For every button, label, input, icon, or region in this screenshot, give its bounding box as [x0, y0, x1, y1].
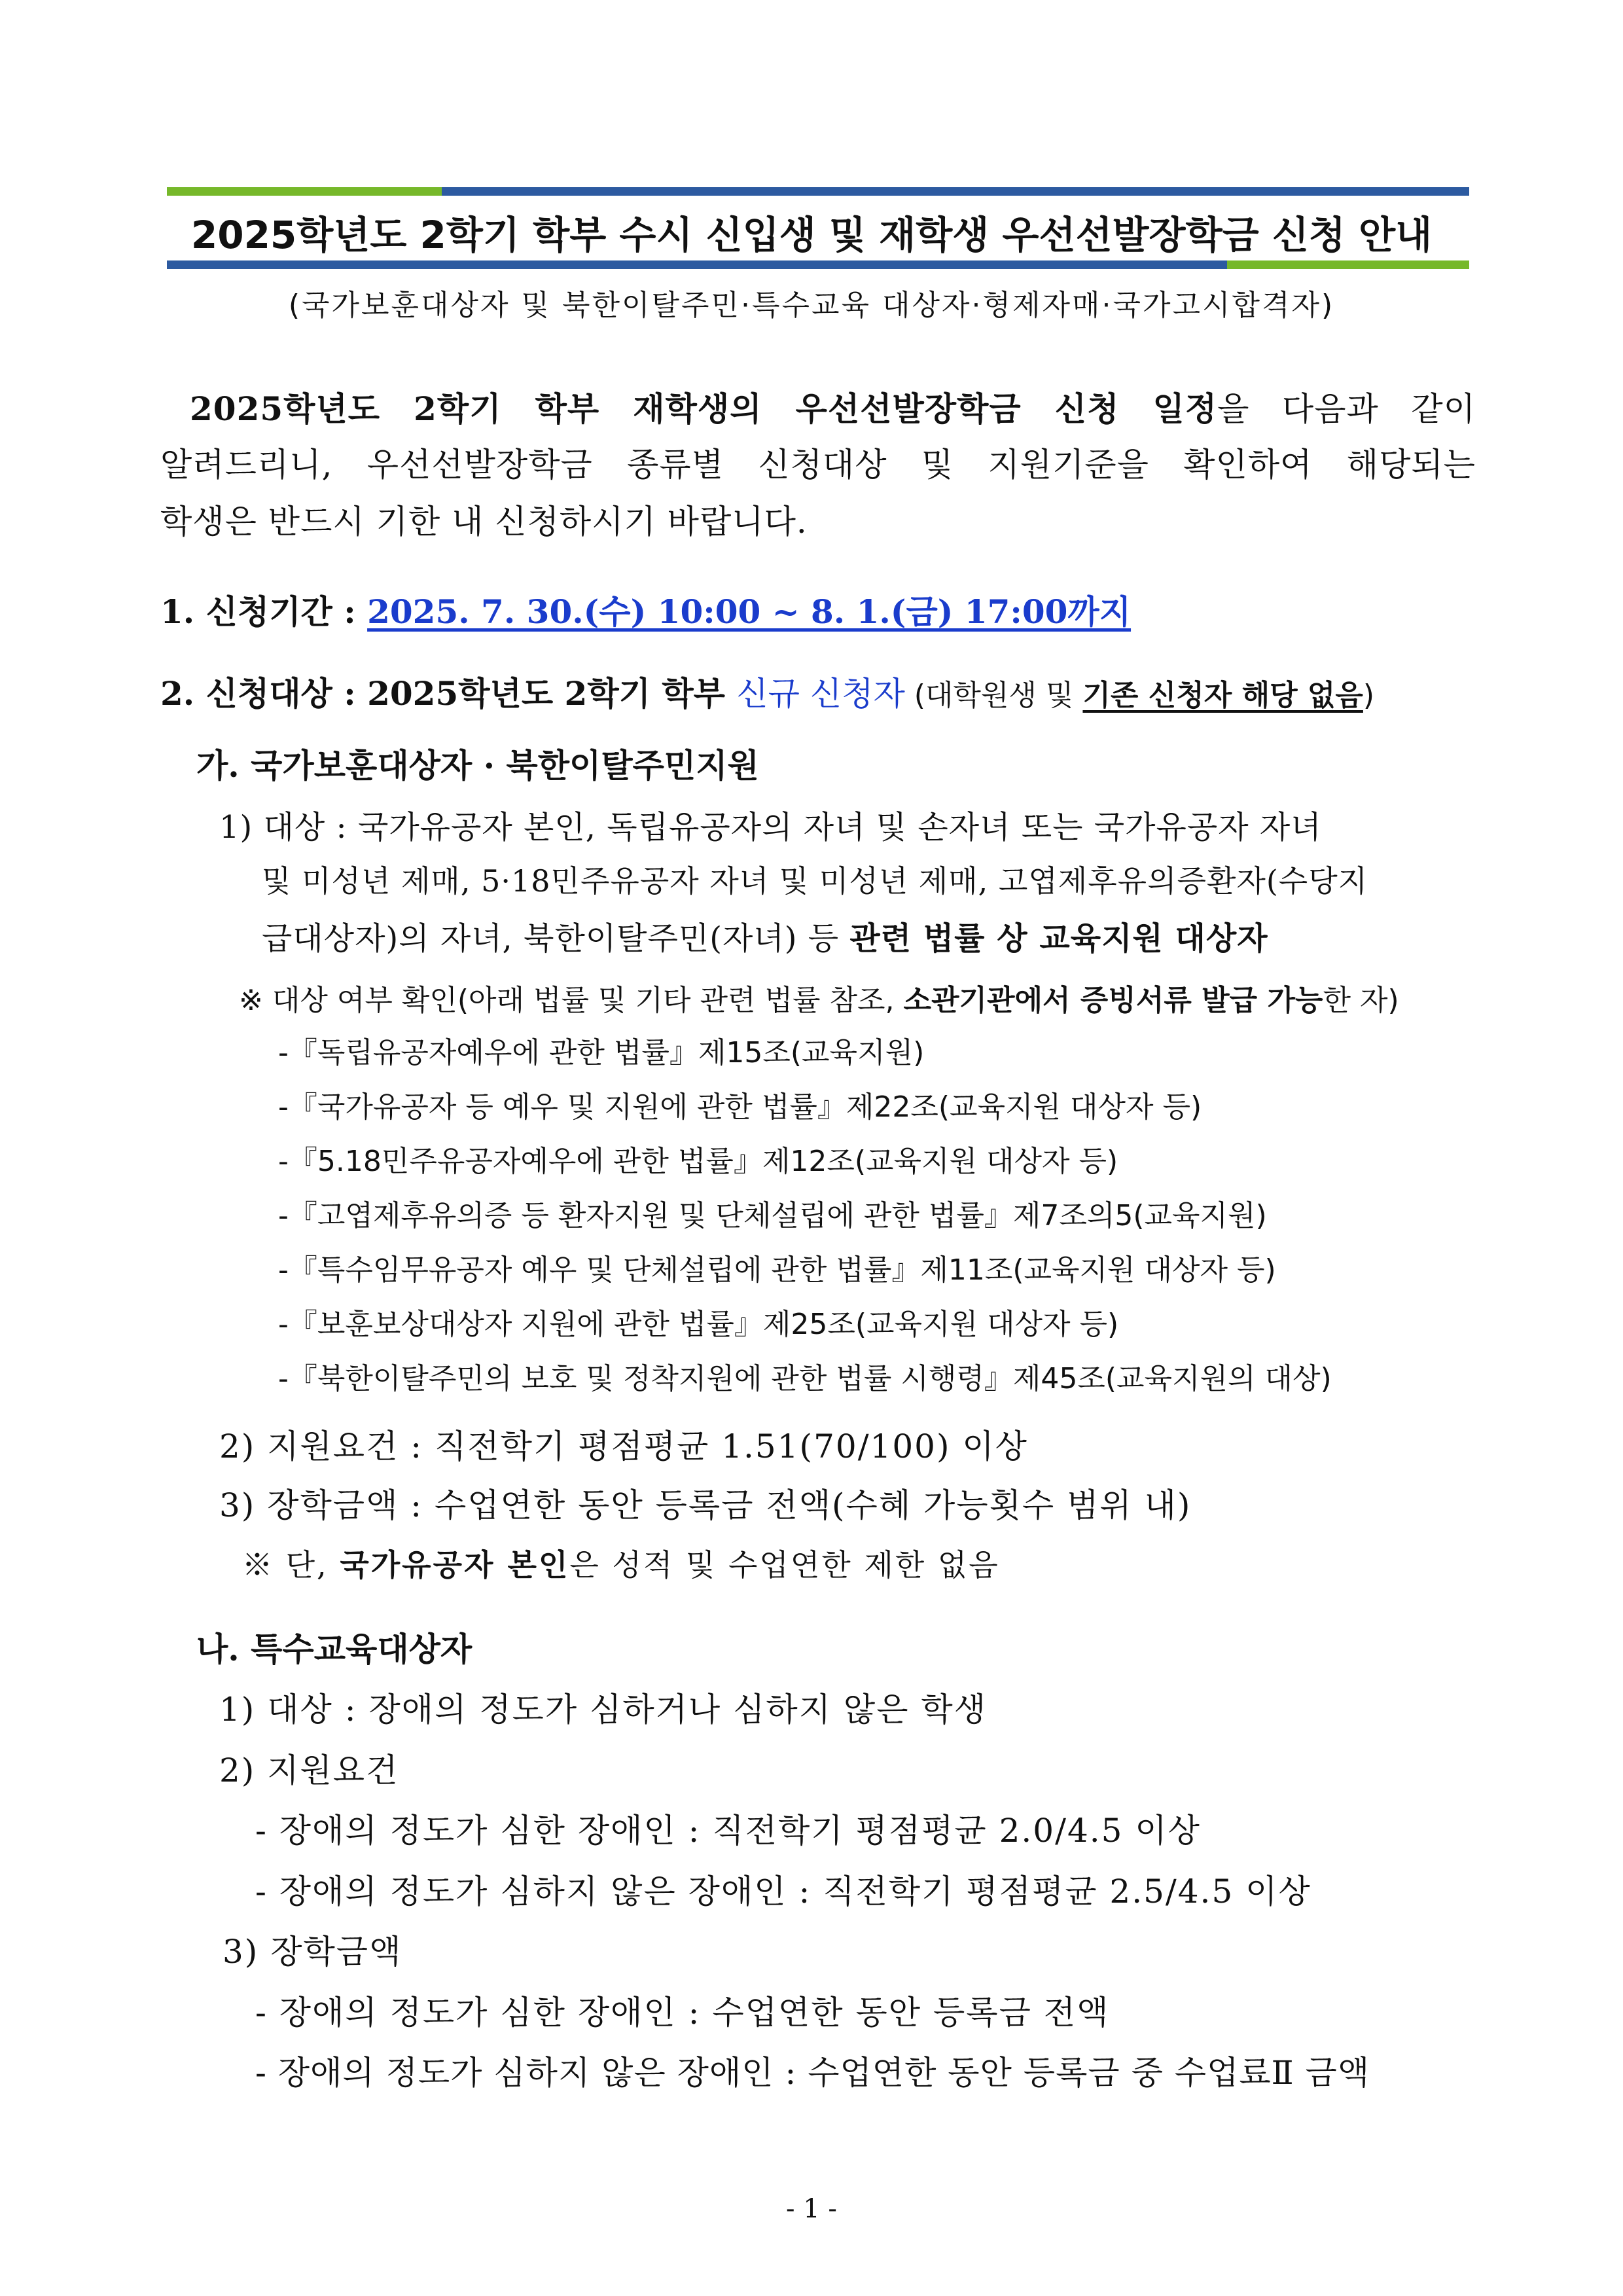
law-item: -『독립유공자예우에 관한 법률』제15조(교육지원) [278, 1036, 925, 1069]
na-item2: 2) 지원요건 [219, 1751, 399, 1789]
title-top-bar-green [167, 187, 442, 196]
title-bottom-bar-blue [167, 260, 1227, 269]
ga-item1-line2: 및 미성년 제매, 5·18민주유공자 자녀 및 미성년 제매, 고엽제후유의증환자(수당지 [262, 863, 1368, 899]
ga-note-text: ※ 대상 여부 확인(아래 법률 및 기타 관련 법률 참조, [239, 984, 904, 1017]
law-item: -『특수임무유공자 예우 및 단체설립에 관한 법률』제11조(교육지원 대상자 등) [278, 1253, 1276, 1287]
intro-line-2: 알려드리니, 우선선발장학금 종류별 신청대상 및 지원기준을 확인하여 해당되는 [160, 446, 1476, 484]
ga-note-end: 한 자) [1323, 984, 1399, 1017]
page-subtitle: (국가보훈대상자 및 북한이탈주민·특수교육 대상자·형제자매·국가고시합격자) [288, 289, 1335, 322]
na-item1: 1) 대상 : 장애의 정도가 심하거나 심하지 않은 학생 [219, 1691, 988, 1729]
section-1-label: 1. 신청기간 : [160, 592, 368, 631]
ga-item1-line1: 1) 대상 : 국가유공자 본인, 독립유공자의 자녀 및 손자녀 또는 국가유공자 자녀 [219, 809, 1322, 846]
na-item3: 3) 장학금액 [223, 1933, 402, 1971]
title-bottom-bar-green [1227, 260, 1469, 269]
intro-rest: 을 다음과 같이 [1217, 390, 1476, 428]
intro-bold: 2025학년도 2학기 학부 재학생의 우선선발장학금 신청 일정 [190, 389, 1218, 428]
section-2-label: 2. 신청대상 : 2025학년도 2학기 학부 [160, 674, 737, 713]
law-item: -『보훈보상대상자 지원에 관한 법률』제25조(교육지원 대상자 등) [278, 1308, 1119, 1341]
law-item: -『고엽제후유의증 등 환자지원 및 단체설립에 관한 법률』제7조의5(교육지원) [278, 1199, 1267, 1232]
intro-line-3: 학생은 반드시 기한 내 신청하시기 바랍니다. [160, 503, 808, 541]
section-1-application-period [160, 586, 1131, 633]
na-item3-a: - 장애의 정도가 심한 장애인 : 수업연한 동안 등록금 전액 [255, 1994, 1110, 2032]
na-item2-a: - 장애의 정도가 심한 장애인 : 직전학기 평점평균 2.0/4.5 이상 [255, 1812, 1201, 1850]
page-title: 2025학년도 2학기 학부 수시 신입생 및 재학생 우선선발장학금 신청 안내 [190, 213, 1433, 257]
na-item3-b: - 장애의 정도가 심하지 않은 장애인 : 수업연한 동안 등록금 중 수업료Ⅱ 금액 [255, 2054, 1370, 2092]
paren-open-text: (대학원생 및 [904, 679, 1083, 712]
ga-item1-line3 [262, 913, 1476, 958]
ga-item1-line3-bold: 관련 법률 상 교육지원 대상자 [849, 920, 1268, 957]
ga-note2-end: 은 성적 및 수업연한 제한 없음 [569, 1547, 1000, 1583]
existing-applicant-note: 기존 신청자 해당 없음 [1082, 679, 1363, 712]
ga-note2 [242, 1541, 1000, 1585]
paren-close-text: ) [1363, 679, 1375, 712]
ga-item1-line3-text: 급대상자)의 자녀, 북한이탈주민(자녀) 등 [262, 920, 850, 957]
title-top-bar-blue [442, 187, 1469, 196]
section-ga-heading: 가. 국가보훈대상자 · 북한이탈주민지원 [196, 746, 759, 785]
ga-item2: 2) 지원요건 : 직전학기 평점평균 1.51(70/100) 이상 [219, 1427, 1028, 1465]
intro-line-1 [160, 383, 1476, 430]
ga-note [239, 977, 1399, 1018]
section-2-eligibility [160, 668, 1374, 715]
law-item: -『북한이탈주민의 보호 및 정착지원에 관한 법률 시행령』제45조(교육지원의 대상) [278, 1362, 1332, 1395]
application-period-value: 2025. 7. 30.(수) 10:00 ~ 8. 1.(금) 17:00까지 [367, 592, 1132, 631]
ga-note-bold: 소관기관에서 증빙서류 발급 가능 [903, 984, 1323, 1017]
ga-note2-text: ※ 단, [242, 1547, 340, 1583]
law-item: -『5.18민주유공자예우에 관한 법률』제12조(교육지원 대상자 등) [278, 1145, 1118, 1178]
ga-note2-bold: 국가유공자 본인 [340, 1547, 570, 1583]
na-item2-b: - 장애의 정도가 심하지 않은 장애인 : 직전학기 평점평균 2.5/4.5 이상 [255, 1873, 1311, 1910]
ga-item3: 3) 장학금액 : 수업연한 동안 등록금 전액(수혜 가능횟수 범위 내) [219, 1486, 1192, 1524]
page-number: - 1 - [786, 2194, 837, 2224]
new-applicant-text: 신규 신청자 [736, 675, 905, 713]
law-item: -『국가유공자 등 예우 및 지원에 관한 법률』제22조(교육지원 대상자 등) [278, 1090, 1202, 1124]
section-na-heading: 나. 특수교육대상자 [196, 1630, 473, 1668]
